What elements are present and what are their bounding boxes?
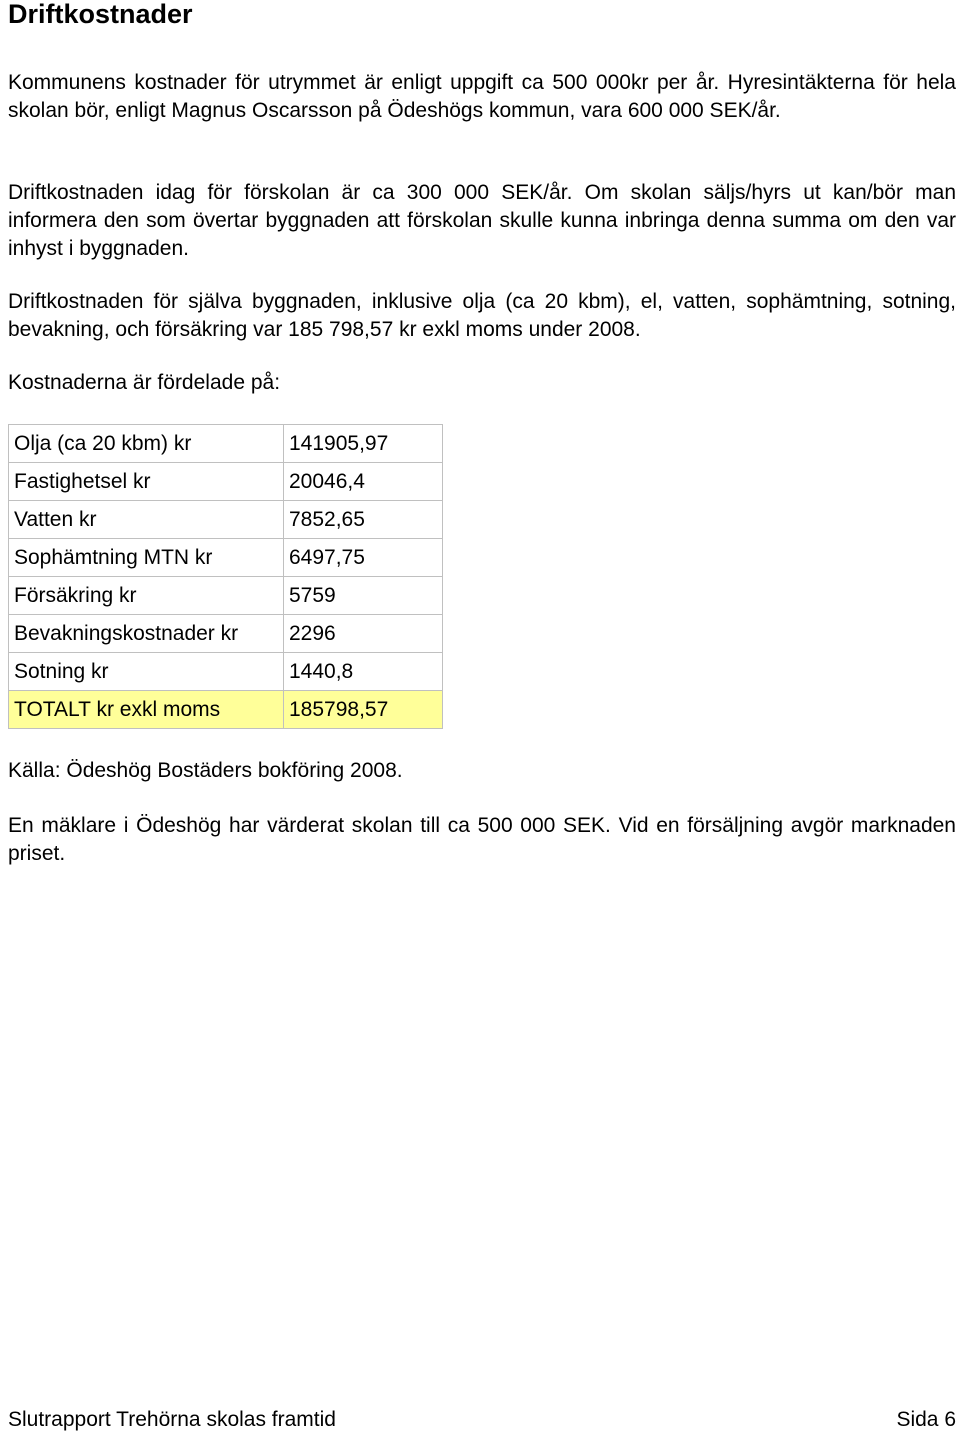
cost-label: Bevakningskostnader kr	[9, 615, 284, 653]
cost-value: 2296	[284, 615, 443, 653]
paragraph-broker-valuation: En mäklare i Ödeshög har värderat skolan till ca 500 000 SEK. Vid en försäljning avgör marknaden priset.	[8, 814, 956, 865]
footer-page-number: Sida 6	[896, 1408, 956, 1431]
table-total-row	[9, 691, 443, 729]
footer-report-title: Slutrapport Trehörna skolas framtid	[8, 1408, 336, 1431]
cost-table	[8, 424, 443, 729]
cost-value: 141905,97	[284, 425, 443, 463]
cost-value: 20046,4	[284, 463, 443, 501]
table-row	[9, 463, 443, 501]
cost-label: Fastighetsel kr	[9, 463, 284, 501]
cost-value: 5759	[284, 577, 443, 615]
paragraph-municipal-costs: Kommunens kostnader för utrymmet är enligt uppgift ca 500 000kr per år. Hyresintäkterna för hela skolan bör, enligt Magnus Oscarsson på Ödeshögs kommun, vara 600 000 SEK/år.	[8, 71, 956, 122]
paragraph-cost-breakdown-intro: Kostnaderna är fördelade på:	[8, 371, 281, 394]
cost-label: Vatten kr	[9, 501, 284, 539]
table-row	[9, 425, 443, 463]
paragraph-source: Källa: Ödeshög Bostäders bokföring 2008.	[8, 759, 403, 782]
paragraph-preschool-cost: Driftkostnaden idag för förskolan är ca 300 000 SEK/år. Om skolan säljs/hyrs ut kan/bör man informera den som övertar byggnaden att förskolan skulle kunna inbringa denna summa om den var inhyst i byggnaden.	[8, 181, 956, 260]
page-title: Driftkostnader	[8, 0, 193, 29]
table-row	[9, 539, 443, 577]
cost-value: 7852,65	[284, 501, 443, 539]
table-row	[9, 577, 443, 615]
total-label: TOTALT kr exkl moms	[9, 691, 284, 729]
table-row	[9, 653, 443, 691]
cost-label: Försäkring kr	[9, 577, 284, 615]
total-value: 185798,57	[284, 691, 443, 729]
cost-label: Olja (ca 20 kbm) kr	[9, 425, 284, 463]
table-row	[9, 615, 443, 653]
cost-value: 6497,75	[284, 539, 443, 577]
paragraph-building-cost: Driftkostnaden för själva byggnaden, inklusive olja (ca 20 kbm), el, vatten, sophämtning, sotning, bevakning, och försäkring var 185 798,57 kr exkl moms under 2008.	[8, 290, 956, 341]
cost-label: Sotning kr	[9, 653, 284, 691]
cost-value: 1440,8	[284, 653, 443, 691]
cost-label: Sophämtning MTN kr	[9, 539, 284, 577]
table-row	[9, 501, 443, 539]
